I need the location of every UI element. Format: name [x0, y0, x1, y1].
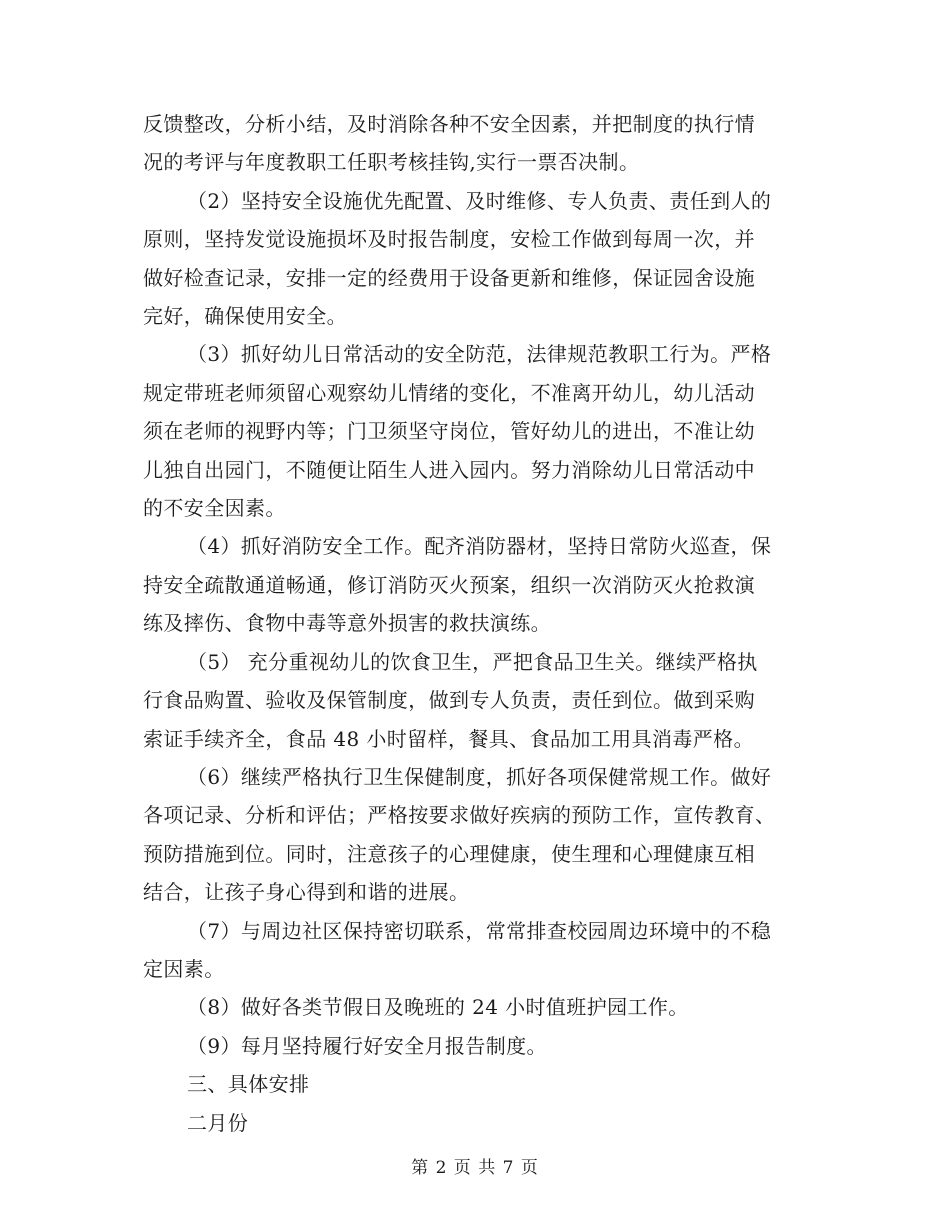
text-line: 反馈整改，分析小结，及时消除各种不安全因素，并把制度的执行情	[143, 112, 755, 136]
paragraph-item-3	[143, 335, 808, 527]
text-line: （7）与周边社区保持密切联系，常常排查校园周边环境中的不稳	[187, 918, 772, 943]
text-line: （3）抓好幼儿日常活动的安全防范，法律规范教职工行为。严格	[187, 342, 772, 367]
text-line: （4）抓好消防安全工作。配齐消防器材，坚持日常防火巡查，保	[187, 534, 772, 559]
paragraph-continuation	[143, 105, 808, 182]
text-line: 定因素。	[143, 956, 225, 981]
text-line: 儿独自出园门，不随便让陌生人进入园内。努力消除幼儿日常活动中	[143, 457, 755, 482]
text-line: （5） 充分重视幼儿的饮食卫生，严把食品卫生关。继续严格执	[187, 649, 758, 674]
text-line: （8）做好各类节假日及晚班的 24 小时值班护园工作。	[187, 995, 689, 1020]
text-line: （2）坚持安全设施优先配置、及时维修、专人负责、责任到人的	[187, 188, 772, 213]
document-body	[143, 105, 808, 1142]
text-line: 做好检查记录，安排一定的经费用于设备更新和维修，保证园舍设施	[143, 265, 755, 290]
text-line: 三、具体安排	[187, 1072, 310, 1097]
paragraph-item-5	[143, 643, 808, 758]
text-line: 练及摔伤、食物中毒等意外损害的救扶演练。	[143, 611, 551, 636]
text-line: （9）每月坚持履行好安全月报告制度。	[187, 1033, 547, 1058]
text-line: 的不安全因素。	[143, 496, 286, 521]
paragraph-item-8	[143, 988, 808, 1026]
subsection-heading	[143, 1104, 808, 1142]
text-line: 完好，确保使用安全。	[143, 304, 347, 329]
text-line: 原则，坚持发觉设施损坏及时报告制度，安检工作做到每周一次，并	[143, 227, 755, 252]
text-line: 规定带班老师须留心观察幼儿情绪的变化，不准离开幼儿，幼儿活动	[143, 380, 755, 405]
text-line: （6）继续严格执行卫生保健制度，抓好各项保健常规工作。做好	[187, 764, 772, 789]
paragraph-item-7	[143, 912, 808, 989]
text-line: 索证手续齐全，食品 48 小时留样，餐具、食品加工用具消毒严格。	[143, 726, 754, 751]
paragraph-item-9	[143, 1027, 808, 1065]
text-line: 持安全疏散通道畅通，修订消防灭火预案，组织一次消防灭火抢救演	[143, 572, 755, 597]
text-line: 行食品购置、验收及保管制度，做到专人负责，责任到位。做到采购	[143, 688, 755, 713]
text-line: 结合，让孩子身心得到和谐的进展。	[143, 880, 470, 905]
text-line: 二月份	[187, 1110, 249, 1135]
paragraph-item-4	[143, 527, 808, 642]
text-line: 况的考评与年度教职工任职考核挂钩,实行一票否决制。	[143, 150, 640, 175]
paragraph-item-2	[143, 182, 808, 336]
section-heading	[143, 1065, 808, 1103]
paragraph-item-6	[143, 758, 808, 912]
text-line: 各项记录、分析和评估；严格按要求做好疾病的预防工作，宣传教育、	[143, 803, 776, 828]
text-line: 须在老师的视野内等；门卫须坚守岗位，管好幼儿的进出，不准让幼	[143, 419, 755, 444]
page-number-footer: 第 2 页 共 7 页	[411, 1158, 539, 1178]
text-line: 预防措施到位。同时，注意孩子的心理健康，使生理和心理健康互相	[143, 841, 755, 866]
